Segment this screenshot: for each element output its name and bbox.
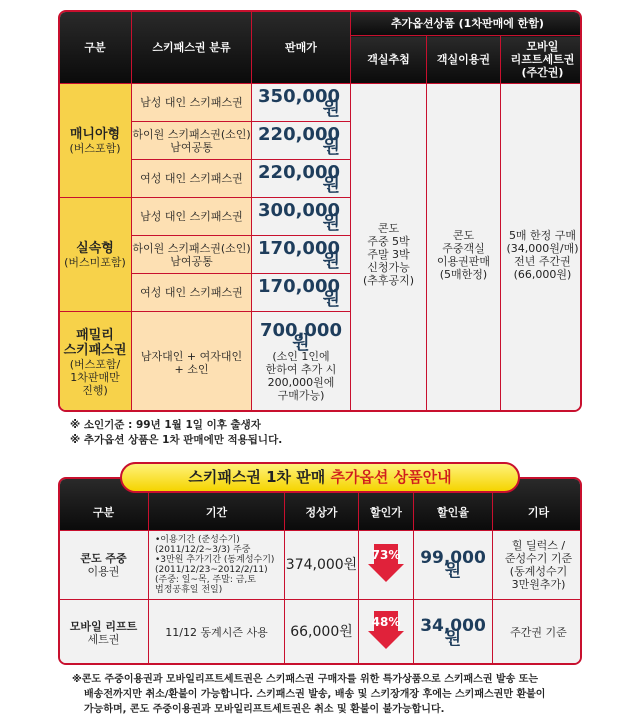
product-name: 모바일 리프트 세트권: [59, 600, 149, 666]
discount-price: 99,000원: [414, 531, 493, 600]
discount-arrow: [359, 531, 414, 600]
header-discount-price: 할인가: [359, 478, 414, 531]
header-opt1: 객실추첨: [351, 36, 427, 84]
option-guide-banner: 스키패스권 1차 판매 추가옵션 상품안내: [120, 462, 520, 493]
opt2-text: 콘도 주중객실 이용권판매 (5매한정): [427, 84, 501, 413]
pass-type: 남성 대인 스키패스권: [132, 198, 252, 236]
period: •이용기간 (준성수기) (2011/12/2~3/3) 주중 •3만원 추가기간 (동계성수기) (2011/12/23~2012/2/11) (주중: 일~목, 주말: 금,토 법정공휴일 전일): [149, 531, 285, 600]
period: 11/12 동계시즌 사용: [149, 600, 285, 666]
header-type: 스키패스권 분류: [132, 11, 252, 84]
table-row: [59, 84, 583, 122]
pass-type: 남자대인 + 여자대인 + 소인: [132, 312, 252, 413]
ski-pass-price-table: [58, 10, 582, 412]
refund-note-2: 배송전까지만 취소/환불이 가능합니다. 스키패스권 발송, 배송 및 스키장개장 후에는 스키패스권만 환불이: [84, 689, 546, 700]
refund-note-3: 가능하며, 콘도 주중이용권과 모바일리프트세트권은 취소 및 환불이 불가능합니다.: [84, 704, 445, 715]
discount-arrow: [359, 600, 414, 666]
note-child-criteria: ※ 소인기준 : 99년 1월 1일 이후 출생자: [70, 419, 261, 431]
pass-type: 하이원 스키패스권(소인) 남여공통: [132, 236, 252, 274]
header-options: 추가옵션상품 (1차판매에 한함): [351, 11, 583, 36]
price: 350,000원: [252, 84, 351, 122]
price: 220,000원: [252, 122, 351, 160]
down-arrow-icon: 48%: [368, 611, 404, 651]
header-period: 기간: [149, 478, 285, 531]
regular-price: 66,000원: [285, 600, 359, 666]
note-option-first-sale: ※ 추가옵션 상품은 1차 판매에만 적용됩니다.: [70, 434, 283, 446]
header-price: 판매가: [252, 11, 351, 84]
down-arrow-icon: 73%: [368, 544, 404, 584]
group-mania: 매니아형 (버스포함): [59, 84, 132, 198]
discount-price: 34,000원: [414, 600, 493, 666]
header-discount-rate: 할인율: [414, 478, 493, 531]
table-row: [59, 600, 583, 666]
price: 700,000원 (소인 1인에 한하여 추가 시 200,000원에 구매가능): [252, 312, 351, 413]
option-products-table: [58, 477, 582, 665]
pass-type: 하이원 스키패스권(소인) 남여공통: [132, 122, 252, 160]
header-regular-price: 정상가: [285, 478, 359, 531]
header-category: 구분: [59, 11, 132, 84]
table-row: [59, 531, 583, 600]
price: 170,000원: [252, 274, 351, 312]
opt1-text: 콘도 주중 5박 주말 3박 신청가능 (추후공지): [351, 84, 427, 413]
refund-note-1: ※콘도 주중이용권과 모바일리프트세트권은 스키패스권 구매자를 위한 특가상품으로 스키패스권 발송 또는: [72, 674, 539, 685]
group-value: 실속형 (버스미포함): [59, 198, 132, 312]
header-opt3: 모바일 리프트세트권 (주간권): [501, 36, 583, 84]
pass-type: 여성 대인 스키패스권: [132, 274, 252, 312]
header-etc: 기타: [493, 478, 583, 531]
opt3-text: 5매 한정 구매 (34,000원/매) 전년 주간권 (66,000원): [501, 84, 583, 413]
price: 300,000원: [252, 198, 351, 236]
regular-price: 374,000원: [285, 531, 359, 600]
pass-type: 남성 대인 스키패스권: [132, 84, 252, 122]
product-name: 콘도 주중 이용권: [59, 531, 149, 600]
etc: 힐 딜럭스 / 준성수기 기준 (동계성수기 3만원추가): [493, 531, 583, 600]
group-family: 패밀리 스키패스권 (버스포함/ 1차판매만 진행): [59, 312, 132, 413]
pass-type: 여성 대인 스키패스권: [132, 160, 252, 198]
price: 170,000원: [252, 236, 351, 274]
etc: 주간권 기준: [493, 600, 583, 666]
header-category: 구분: [59, 478, 149, 531]
header-opt2: 객실이용권: [427, 36, 501, 84]
price: 220,000원: [252, 160, 351, 198]
